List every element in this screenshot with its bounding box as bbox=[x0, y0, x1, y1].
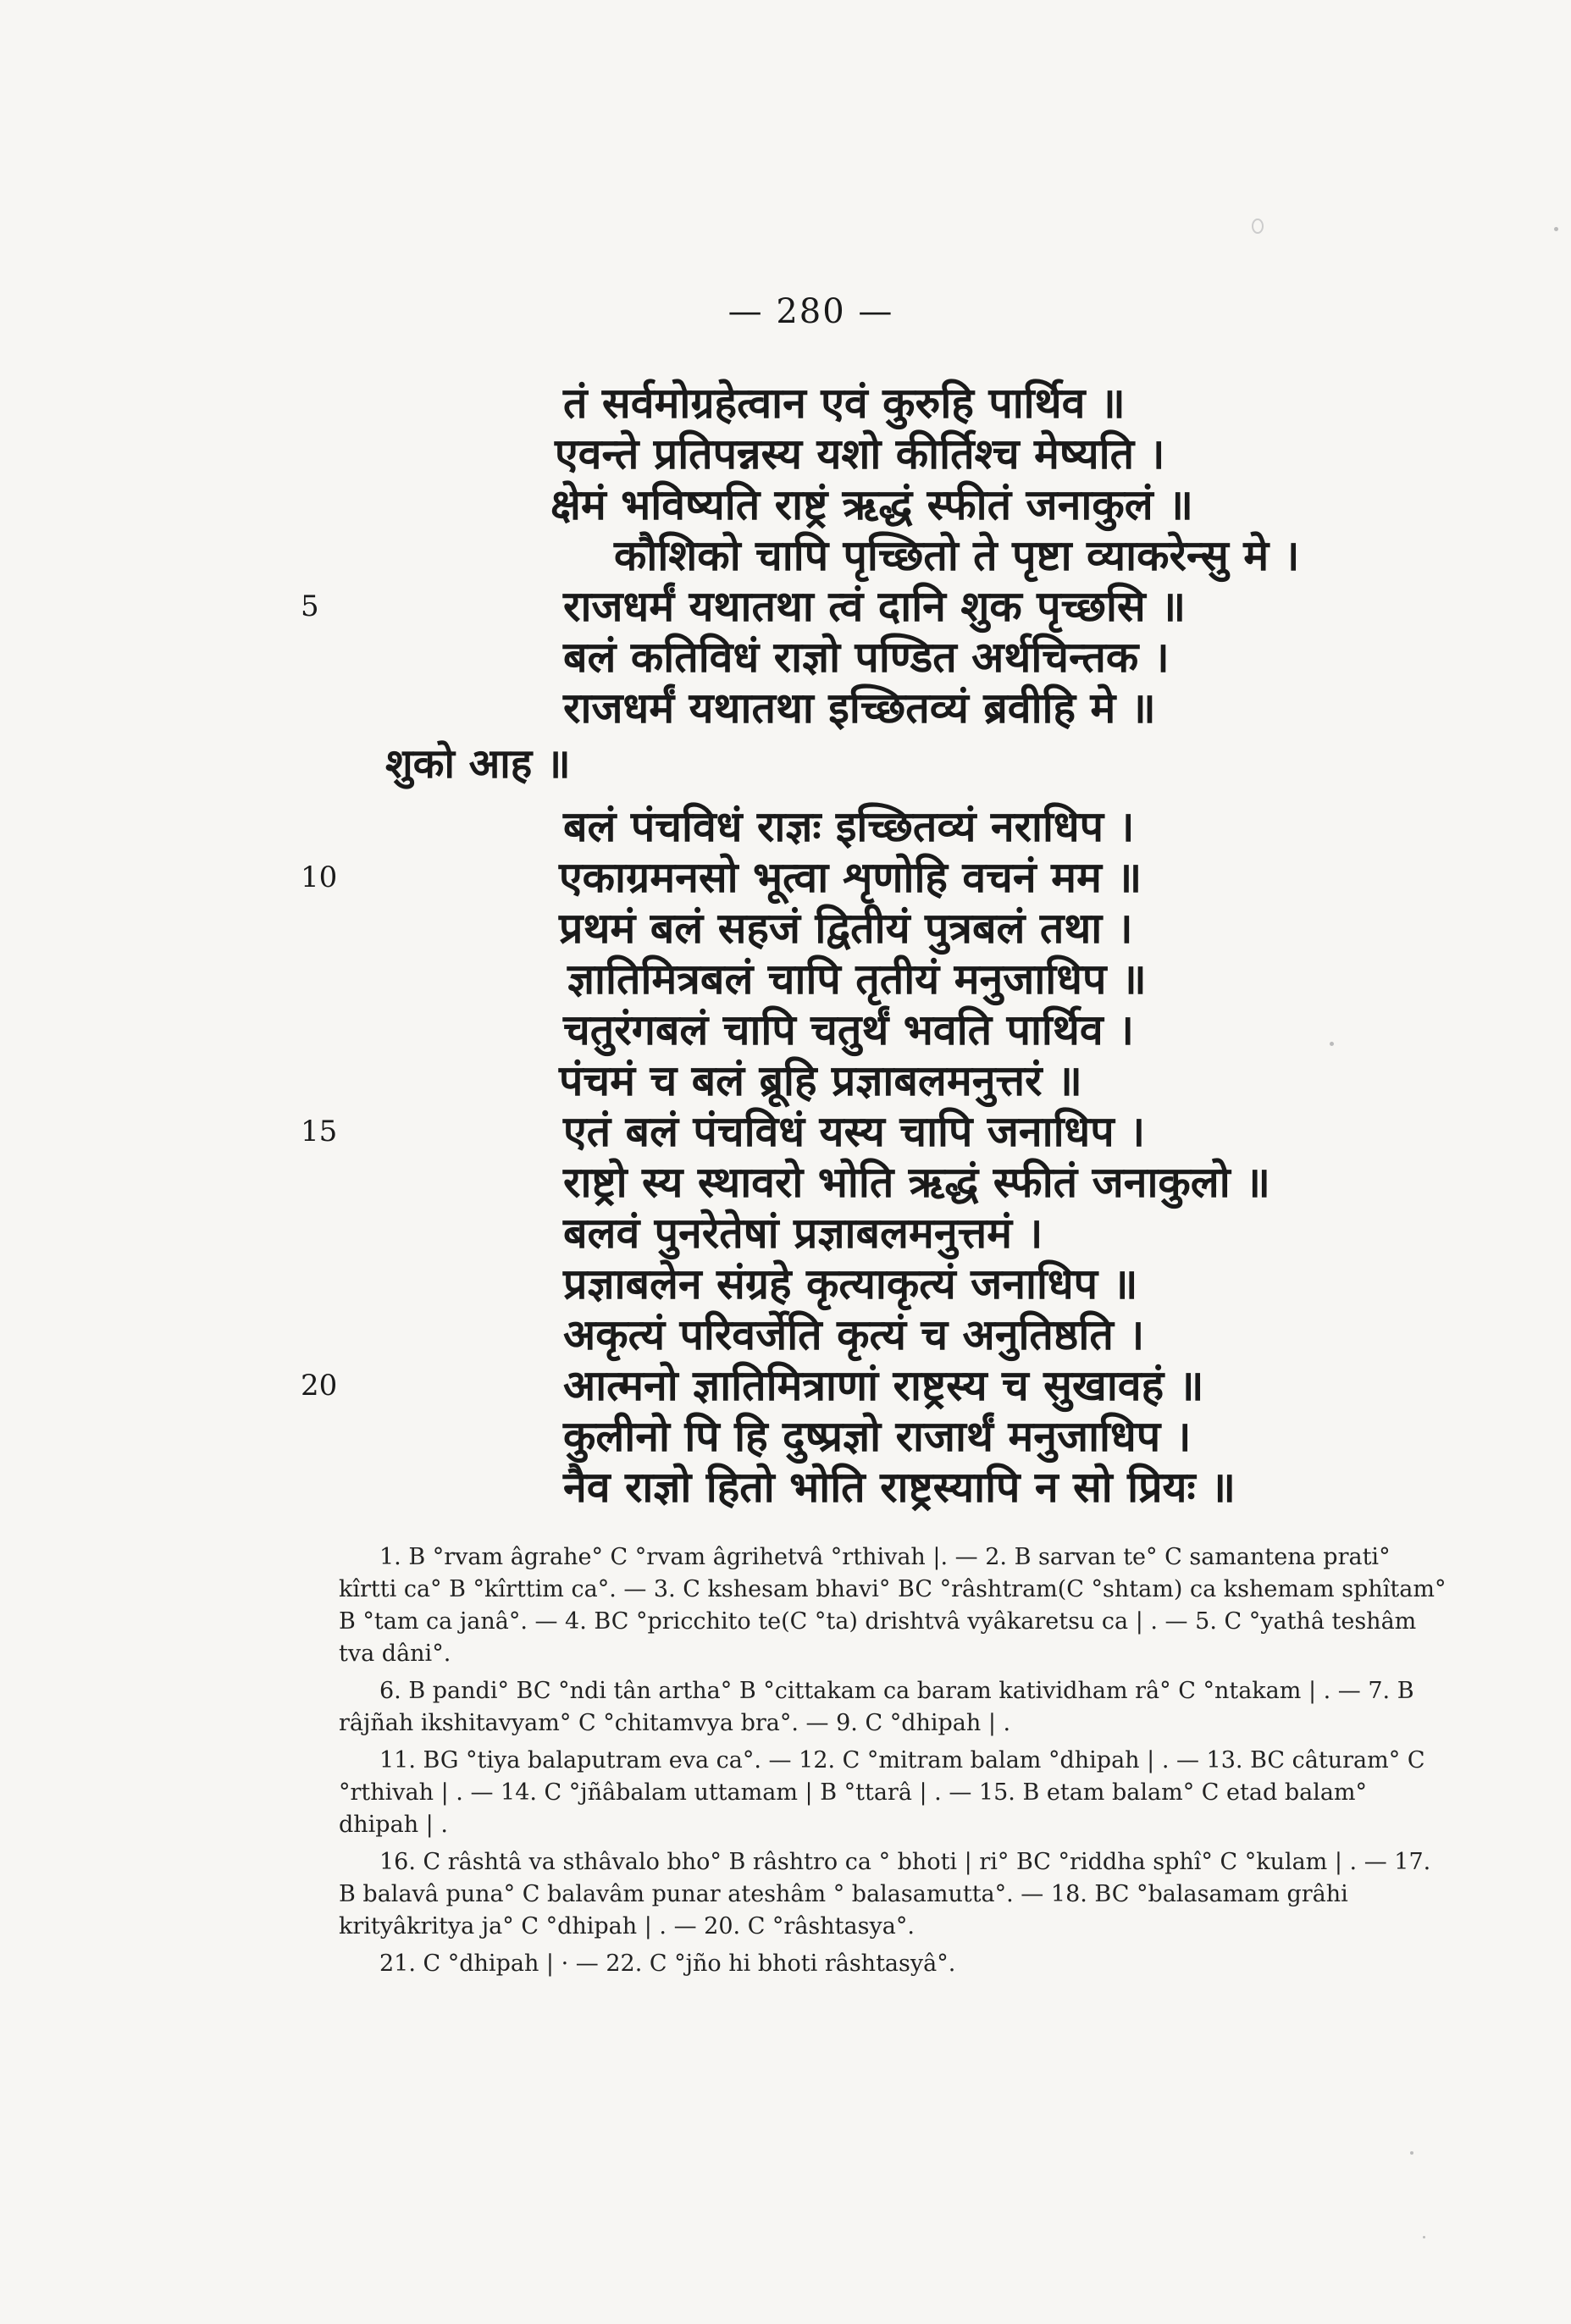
line-number: 15 bbox=[301, 1115, 338, 1148]
page-number: — 280 — bbox=[727, 292, 894, 331]
scan-speck bbox=[1423, 2236, 1425, 2238]
scan-speck bbox=[1410, 2151, 1413, 2155]
scan-speck bbox=[1554, 227, 1558, 231]
footnote-paragraph: 21. C °dhipah | · — 22. C °jño hi bhoti râshtasyâ°. bbox=[379, 1951, 956, 1977]
verse-text: बलवं पुनरेतेषां प्रज्ञाबलमनुत्तमं । bbox=[563, 1209, 1043, 1258]
footnote-paragraph: 11. BG °tiya balaputram eva ca°. — 12. C °mitram balam °dhipah | . — 13. BC câturam° C °rthivah | . — 14. C °jñâbalam uttamam | B °ttarâ | . — 15. B etam balam° C etad balam° dhipah | . bbox=[339, 1747, 1425, 1838]
line-number: 10 bbox=[301, 860, 338, 894]
verse-text: आत्मनो ज्ञातिमित्राणां राष्ट्रस्य च सुखावहं ॥ bbox=[563, 1361, 1204, 1410]
verse-text: बलं पंचविधं राज्ञः इच्छितव्यं नराधिप । bbox=[563, 802, 1135, 851]
verse-text: एवन्ते प्रतिपन्नस्य यशो कीर्तिश्च मेष्यति । bbox=[555, 429, 1165, 479]
verse-text: क्षेमं भविष्यति राष्ट्रं ऋद्धं स्फीतं जनाकुलं ॥ bbox=[550, 480, 1193, 529]
verse-text: चतुरंगबलं चापि चतुर्थं भवति पार्थिव । bbox=[563, 1005, 1134, 1054]
footnotes bbox=[339, 1541, 1448, 1985]
footnote-paragraph: 1. B °rvam âgrahe° C °rvam âgrihetvâ °rthivah |. — 2. B sarvan te° C samantena prati° kîrtti ca° B °kîrttim ca°. — 3. C kshesam bhavi° BC °râshtram(C °shtam) ca kshemam sphîtam° B °tam ca janâ°. — 4. BC °pricchito te(C °ta) drishtvâ vyâkaretsu ca | . — 5. C °yathâ teshâm tva dâni°. bbox=[339, 1544, 1447, 1667]
verse-text: पंचमं च बलं ब्रूहि प्रज्ञाबलमनुत्तरं ॥ bbox=[559, 1056, 1082, 1105]
verse-text: ज्ञातिमित्रबलं चापि तृतीयं मनुजाधिप ॥ bbox=[567, 955, 1147, 1004]
verse-text: अकृत्यं परिवर्जेति कृत्यं च अनुतिष्ठति । bbox=[563, 1310, 1145, 1359]
verse-text: राजधर्मं यथातथा त्वं दानि शुक पृच्छसि ॥ bbox=[563, 582, 1187, 631]
verse-text: नैव राज्ञो हितो भोति राष्ट्रस्यापि न सो प्रियः ॥ bbox=[563, 1463, 1236, 1512]
verse-text: प्रज्ञाबलेन संग्रहे कृत्याकृत्यं जनाधिप ॥ bbox=[563, 1259, 1138, 1309]
footnote-paragraph: 16. C râshtâ va sthâvalo bho° B râshtro ca ° bhoti | ri° BC °riddha sphî° C °kulam | . — 17. B balavâ puna° C balavâm punar ateshâm ° balasamutta°. — 18. BC °balasamam grâhi krityâkritya ja° C °dhipah | . — 20. C °râshtasya°. bbox=[339, 1849, 1431, 1939]
verse-text: बलं कतिविधं राज्ञो पण्डित अर्थचिन्तक । bbox=[563, 633, 1170, 682]
verse-text: प्रथमं बलं सहजं द्वितीयं पुत्रबलं तथा । bbox=[559, 904, 1133, 953]
verse-text: तं सर्वमोग्रहेत्वान एवं कुरुहि पार्थिव ॥ bbox=[563, 379, 1126, 428]
speaker-label: शुको आह ॥ bbox=[385, 740, 571, 788]
verse-text: कौशिको चापि पृच्छितो ते पृष्टा व्याकरेन्सु मे । bbox=[614, 531, 1300, 580]
footnote-paragraph: 6. B pandi° BC °ndi tân artha° B °cittakam ca baram katividham râ° C °ntakam | . — 7. B râjñah ikshitavyam° C °chitamvya bra°. — 9. C °dhipah | . bbox=[339, 1678, 1414, 1736]
scan-speck bbox=[1330, 1042, 1334, 1046]
line-number: 20 bbox=[301, 1369, 338, 1403]
line-number: 5 bbox=[301, 589, 319, 623]
verse-text: एतं बलं पंचविधं यस्य चापि जनाधिप । bbox=[563, 1107, 1146, 1156]
verse-text: राजधर्मं यथातथा इच्छितव्यं ब्रवीहि मे ॥ bbox=[563, 683, 1156, 733]
verse-text: एकाग्रमनसो भूत्वा शृणोहि वचनं मम ॥ bbox=[559, 853, 1142, 902]
verse-text: राष्ट्रो स्य स्थावरो भोति ऋद्धं स्फीतं जनाकुलो ॥ bbox=[563, 1158, 1270, 1207]
scan-speck bbox=[1252, 219, 1264, 234]
verse-text: कुलीनो पि हि दुष्प्रज्ञो राजार्थं मनुजाधिप । bbox=[563, 1412, 1192, 1461]
